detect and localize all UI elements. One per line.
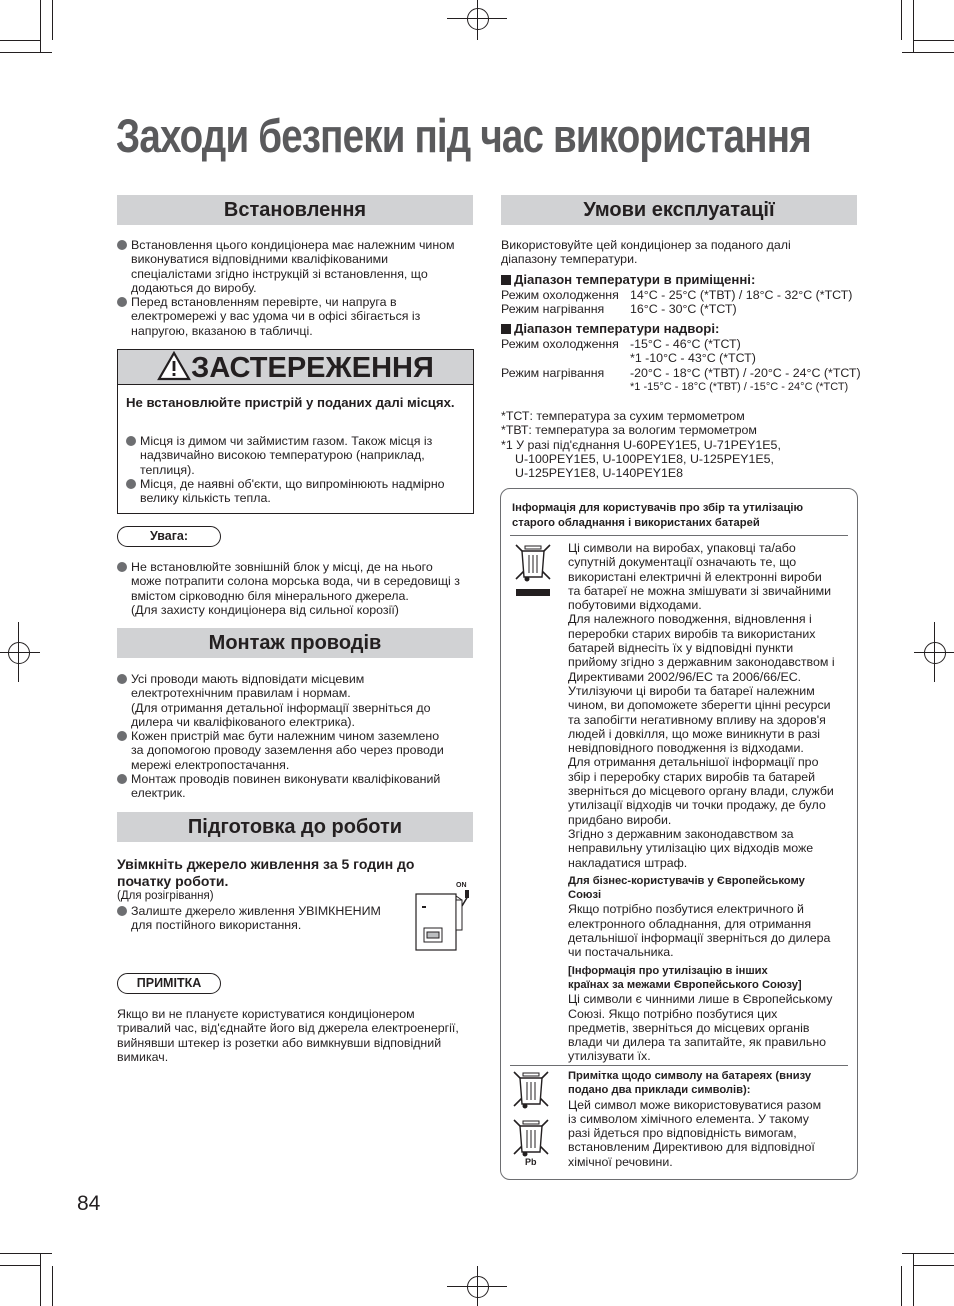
disposal-line: переробки старих виробів та використаних <box>568 626 816 641</box>
indoor-range-title <box>501 272 755 287</box>
wiring-text-line: мережі електропостачання. <box>131 757 290 772</box>
disposal-line: та батареї не можна змішувати зі звичайними <box>568 583 832 598</box>
outdoor-range-title-text: Діапазон температури надворі: <box>514 321 720 336</box>
business-line: чи постачальника. <box>568 945 674 960</box>
prep-subtitle-line: Увімкніть джерело живлення за 5 годин до <box>117 856 415 872</box>
outdoor-heat-value-alt: *1 -15°C - 18°C (*ТВТ) / -15°C - 24°C (*ТСТ) <box>630 380 849 393</box>
indoor-heat-label: Режим нагрівання <box>501 302 605 317</box>
conditions-footnotes <box>501 409 857 480</box>
disposal-line: прийому згідно з державним законодавством і <box>568 655 835 670</box>
footnote: *ТВТ: температура за вологим термометром <box>501 423 757 438</box>
conditions-intro-line: діапазону температури. <box>501 252 638 267</box>
conditions-header: Умови експлуатації <box>501 195 857 225</box>
warning-triangle-icon <box>157 351 191 381</box>
outdoor-cool-value: -15°C - 46°C (*ТСТ) <box>630 337 741 351</box>
attention-line-1: Не встановлюйте зовнішній блок у місці, де на нього <box>131 560 433 574</box>
battery-note-text <box>568 1069 854 1169</box>
prep-note: (Для розігрівання) <box>117 890 214 902</box>
indoor-range-table <box>501 288 857 317</box>
wiring-bullets <box>117 672 477 801</box>
disposal-info-title-line: старого обладнання і використаних батарей <box>512 517 760 529</box>
disposal-main-text <box>568 541 854 1064</box>
note-text <box>117 1007 477 1064</box>
disposal-line: Згідно з державним законодавством за <box>568 826 794 841</box>
wiring-text-line: (Для отримання детальної інформації зверніться до <box>131 700 431 715</box>
disposal-line: неправильну утилізацію цих відходів може <box>568 841 814 856</box>
conditions-intro <box>501 238 857 267</box>
business-line: електронного обладнання, для отримання <box>568 916 812 931</box>
prep-bullet <box>117 904 407 933</box>
crossed-bin-icon <box>513 541 553 599</box>
note-line: тривалий час, від'єднайте його від джерела електроенергії, <box>117 1021 459 1036</box>
outside-eu-title-line: країнах за межами Європейського Союзу] <box>568 978 802 991</box>
business-title-line: Для бізнес-користувачів у Європейському <box>568 874 805 887</box>
battery-title-line: подано два приклади символів): <box>568 1084 751 1097</box>
note-line: Якщо ви не плануєте користуватися кондиціонером <box>117 1007 415 1021</box>
disposal-line: Утилізуючи ці вироби та батареї належним <box>568 683 815 698</box>
indoor-heat-value: 16°C - 30°C (*ТСТ) <box>630 302 737 317</box>
warning-bullet-2: Місця, де наявні об'єкти, що випромінюють надмірно велику кількість тепла. <box>126 477 461 506</box>
outside-eu-line: утилізувати їх. <box>568 1049 651 1064</box>
disposal-line: чином, ви допоможете зберегти цінні ресурси <box>568 698 831 713</box>
outside-eu-line: Союзі. Якщо потрібно позбутися цих <box>568 1006 778 1021</box>
prep-bullet-line: Залиште джерело живлення УВІМКНЕНИМ <box>131 904 381 918</box>
business-title-line: Союзі <box>568 889 602 902</box>
outdoor-range-table <box>501 337 861 394</box>
outdoor-heat-value: -20°C - 18°C (*ТВТ) / -20°C - 24°C (*ТСТ) <box>630 365 861 380</box>
wiring-bullet-2 <box>117 729 477 772</box>
disposal-line: збір і переробку старих виробів та батарей <box>568 769 816 784</box>
outdoor-range-title <box>501 321 719 336</box>
disposal-info-title <box>512 501 803 531</box>
disposal-line: Директивами 2002/96/ЕС та 2006/66/ЕС. <box>568 669 802 684</box>
battery-title-line: Примітка щодо символу на батареях (внизу <box>568 1070 812 1082</box>
disposal-line: побутовими відходами. <box>568 598 702 613</box>
install-header: Встановлення <box>117 195 473 225</box>
install-bullets <box>117 238 457 338</box>
disposal-line: супутній документації означають те, що <box>568 555 797 570</box>
footnote: U-100PEY1E5, U-100PEY1E8, U-125PEY1E5, <box>515 451 774 466</box>
disposal-line: накладатися штраф. <box>568 855 688 870</box>
note-line: вимикач. <box>117 1049 169 1064</box>
battery-bin-icon <box>511 1069 551 1113</box>
attention-line-4: (Для захисту кондиціонера від сильної корозії) <box>131 602 399 617</box>
outside-eu-line: влади чи дилера та запитайте, як правильно <box>568 1035 827 1050</box>
attention-text <box>117 560 477 617</box>
conditions-intro-line: Використовуйте цей кондиціонер за поданого далі <box>501 238 791 252</box>
disposal-line: придбано вироби. <box>568 812 672 827</box>
install-bullet-1: Встановлення цього кондиціонера має належним чином виконуватися відповідними кваліфікованими спеціалістами згідно інструкцій зі встановлення, що додаються до виробу. <box>117 238 457 295</box>
power-switch-icon <box>412 882 474 952</box>
wiring-bullet-1 <box>117 672 477 729</box>
prep-bullet-line: для постійного використання. <box>131 918 302 933</box>
page-title: Заходи безпеки під час використання <box>116 109 811 162</box>
battery-line: із символом хімічного елемента. У такому <box>568 1111 809 1126</box>
wiring-text-line: за допомогою проводу заземлення або через проводи <box>131 743 444 758</box>
on-label: ON <box>456 882 467 889</box>
indoor-range-title-text: Діапазон температури в приміщенні: <box>514 272 756 287</box>
business-line: Якщо потрібно позбутися електричного й <box>568 902 804 917</box>
wiring-text-line: Усі проводи мають відповідати місцевим <box>131 672 365 686</box>
attention-label: Увага: <box>117 526 221 547</box>
disposal-line: використані електричні й електронні вироби <box>568 569 822 584</box>
disposal-line: батарей віднесіть їх у відповідні пункти <box>568 641 794 656</box>
page-number: 84 <box>77 1192 101 1215</box>
disposal-line: Для належного поводження, відновлення і <box>568 612 812 627</box>
outside-eu-line: Ці символи є чинними лише в Європейському <box>568 992 833 1007</box>
battery-line: Цей символ може використовуватися разом <box>568 1097 822 1112</box>
disposal-line: Ці символи на виробах, упаковці та/або <box>568 541 796 555</box>
disposal-line: та запобігти негативному впливу на здоров'я <box>568 712 826 727</box>
prep-header: Підготовка до роботи <box>117 812 473 842</box>
wiring-text-line: Монтаж проводів повинен виконувати кваліфікований <box>131 772 441 787</box>
wiring-text-line: Кожен пристрій має бути належним чином заземлено <box>131 729 440 744</box>
indoor-cool-value: 14°C - 25°C (*ТВТ) / 18°C - 32°C (*ТСТ) <box>630 288 853 302</box>
note-line: вийнявши штекер із розетки або вимкнувши відповідний <box>117 1035 442 1050</box>
indoor-cool-label: Режим охолодження <box>501 288 619 302</box>
warning-title: ЗАСТЕРЕЖЕННЯ <box>191 352 434 384</box>
warning-bullet-1: Місця із димом чи займистим газом. Також місця із надзвичайно високою температурою (наприклад, теплиця). <box>126 434 461 477</box>
outside-eu-title-line: [Інформація про утилізацію в інших <box>568 964 768 977</box>
business-line: детальнішої інформації зверніться до дилера <box>568 931 831 946</box>
wiring-text-line: електротехнічним правилам і нормам. <box>131 686 351 701</box>
install-bullet-2: Перед встановленням перевірте, чи напруга в електромережі у вас удома чи в офісі збігається із напругою, вказаною в табличці. <box>117 295 457 338</box>
square-bullet-icon <box>501 275 511 285</box>
power-unit-illustration <box>412 882 474 952</box>
warning-subtitle: Не встановлюйте пристрій у поданих далі місцях. <box>126 395 455 410</box>
battery-line: встановленим Директивою для відповідної <box>568 1140 815 1155</box>
battery-line: хімічної речовини. <box>568 1154 673 1169</box>
footnote: *1 У разі під'єднання U-60PEY1E5, U-71PEY1E5, <box>501 437 781 452</box>
disposal-line: людей і довкілля, що може виникнути в разі <box>568 726 821 741</box>
square-bullet-icon <box>501 324 511 334</box>
disposal-line: Для отримання детальнішої інформації про <box>568 755 819 770</box>
battery-bin-pb-icon <box>511 1117 551 1159</box>
wiring-text-line: дилера чи кваліфікованого електрика). <box>131 714 355 729</box>
footnote: *ТСТ: температура за сухим термометром <box>501 409 745 423</box>
note-label: ПРИМІТКА <box>117 973 221 994</box>
disposal-info-title-line: Інформація для користувачів про збір та утилізацію <box>512 502 803 514</box>
disposal-info-box <box>500 488 858 1180</box>
warning-header <box>118 350 473 385</box>
battery-line: разі йдеться про відповідність вимогам, <box>568 1126 797 1141</box>
outdoor-cool-value-alt: *1 -10°C - 43°C (*ТСТ) <box>630 351 756 366</box>
wiring-header: Монтаж проводів <box>117 628 473 658</box>
disposal-line: невідповідного поводження із відходами. <box>568 741 804 756</box>
outdoor-cool-label: Режим охолодження <box>501 337 619 351</box>
attention-line-2: може потрапити солона морська вода, чи в середовищі з <box>131 574 460 589</box>
outdoor-heat-label: Режим нагрівання <box>501 365 605 380</box>
pb-label: Pb <box>525 1157 537 1167</box>
outside-eu-line: предметів, зверніться до місцевих органів <box>568 1020 810 1035</box>
footnote: U-125PEY1E8, U-140PEY1E8 <box>515 466 684 481</box>
warning-box <box>117 349 474 514</box>
disposal-line: утилізації відходів чи точки продажу, де було <box>568 798 826 813</box>
disposal-line: зверніться до місцевого органу влади, служби <box>568 784 834 799</box>
prep-subtitle-line: початку роботи. <box>117 873 229 889</box>
wiring-text-line: електрик. <box>131 786 186 801</box>
attention-line-3: вмістом сірководню біля мінерального джерела. <box>131 588 409 603</box>
wiring-bullet-3 <box>117 772 477 801</box>
